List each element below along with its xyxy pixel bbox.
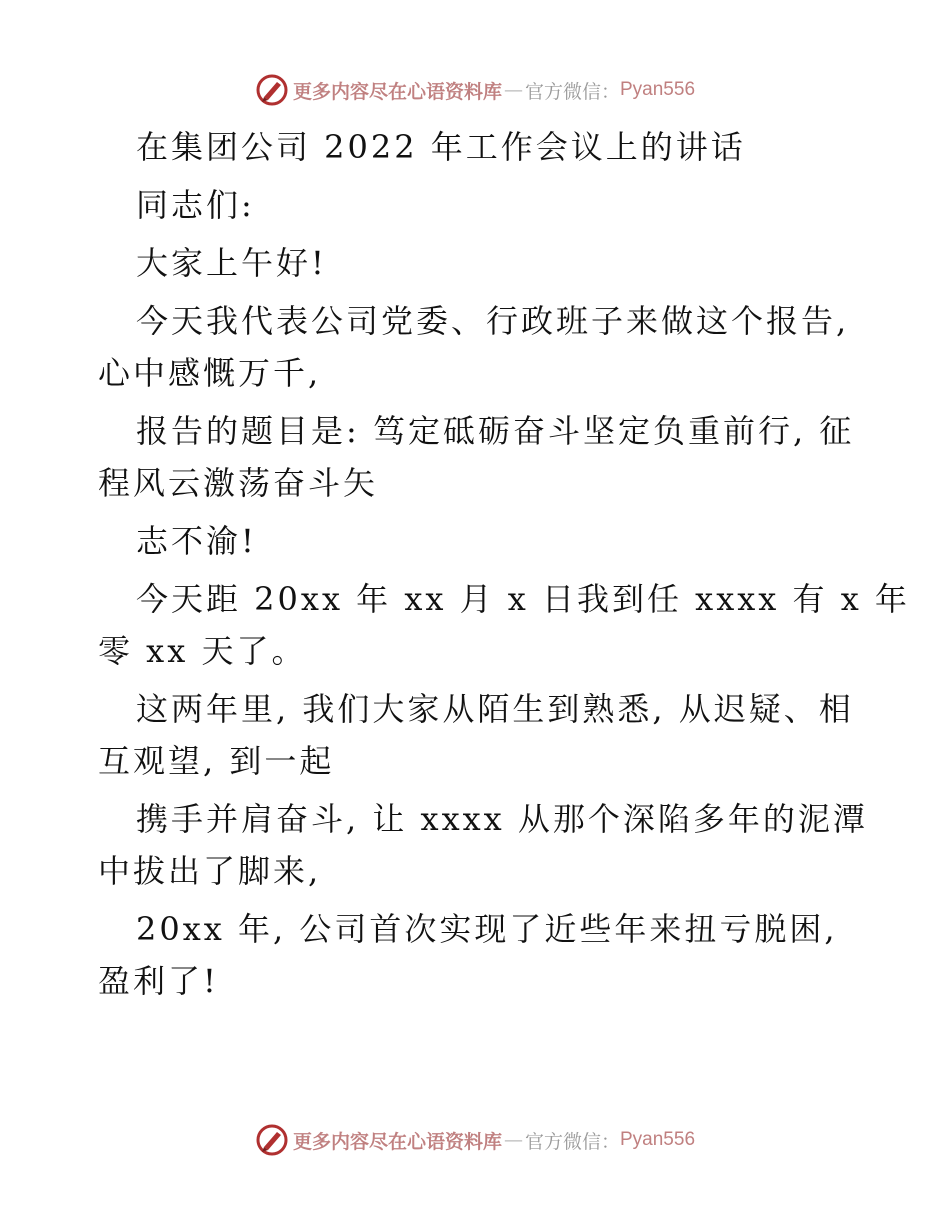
paragraph-2-line-1: 报告的题目是: 笃定砥砺奋斗坚定负重前行, 征 [136,412,855,450]
banner-dash: — [503,79,523,101]
banner-official-label: 官方微信： [524,80,620,103]
paragraph-7-line-2: 盈利了! [98,962,219,1000]
document-title: 在集团公司 2022 年工作会议上的讲话 [136,128,746,166]
banner-text: 更多内容尽在心语资料库 [292,1130,502,1153]
banner-dash: — [503,1129,523,1151]
pen-logo-icon [255,73,289,107]
banner-text: 更多内容尽在心语资料库 [292,80,502,103]
salutation: 同志们: [136,186,255,224]
paragraph-7-line-1: 20xx 年, 公司首次实现了近些年来扭亏脱困, [136,910,838,948]
paragraph-6-line-1: 携手并肩奋斗, 让 xxxx 从那个深陷多年的泥潭 [136,800,868,838]
paragraph-6-line-2: 中拔出了脚来, [98,852,322,890]
greeting: 大家上午好! [136,244,327,282]
pen-logo-icon [255,1123,289,1157]
paragraph-2-line-2: 程风云激荡奋斗矢 [98,464,379,502]
paragraph-1-line-2: 心中感慨万千, [98,354,322,392]
paragraph-5-line-2: 互观望, 到一起 [98,742,335,780]
paragraph-3-line-1: 志不渝! [136,522,257,560]
banner-wechat-id: Pyan556 [620,1129,696,1150]
banner-wechat-id: Pyan556 [620,79,696,100]
footer-banner [0,1120,950,1160]
paragraph-4-line-2: 零 xx 天了。 [98,632,307,670]
document-body [98,121,910,1007]
header-banner [0,70,950,110]
banner-official-label: 官方微信： [524,1130,620,1153]
paragraph-1-line-1: 今天我代表公司党委、行政班子来做这个报告, [136,302,850,340]
paragraph-4-line-1: 今天距 20xx 年 xx 月 x 日我到任 xxxx 有 x 年 [136,580,910,618]
paragraph-5-line-1: 这两年里, 我们大家从陌生到熟悉, 从迟疑、相 [136,690,854,728]
